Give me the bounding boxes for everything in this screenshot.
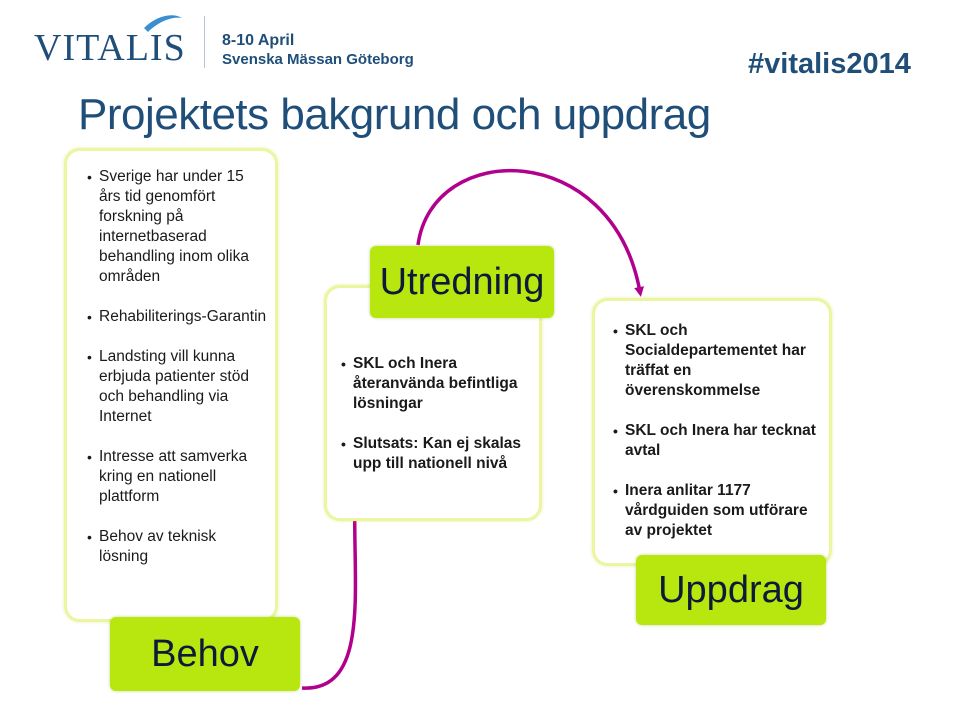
- list-item: • Inera anlitar 1177 vårdguiden som utförare av projektet: [613, 481, 825, 541]
- event-date: 8-10 April: [222, 32, 295, 49]
- arrow-behov-to-utredning-icon: [302, 495, 355, 688]
- logo-text: VITALIS: [34, 27, 186, 69]
- list-item: • SKL och Inera återanvända befintliga lösningar: [341, 354, 533, 414]
- vitalis-logo: [32, 14, 192, 72]
- utredning-bullet-list: [341, 354, 533, 474]
- uppdrag-label: Uppdrag: [636, 555, 826, 625]
- utredning-label: Utredning: [370, 246, 554, 318]
- list-item: • Intresse att samverka kring en nationell plattform: [87, 447, 267, 507]
- list-item: • Behov av teknisk lösning: [87, 527, 267, 567]
- list-item: • Slutsats: Kan ej skalas upp till nationell nivå: [341, 434, 533, 474]
- page-title: Projektets bakgrund och uppdrag: [78, 90, 711, 139]
- event-place: Svenska Mässan Göteborg: [222, 51, 414, 68]
- uppdrag-box: [592, 298, 832, 566]
- behov-bullet-list: [87, 167, 267, 567]
- behov-box: [64, 148, 278, 622]
- uppdrag-bullet-list: [613, 321, 825, 541]
- list-item: • Landsting vill kunna erbjuda patienter stöd och behandling via Internet: [87, 347, 267, 427]
- utredning-box: [324, 285, 542, 521]
- hashtag: #vitalis2014: [748, 48, 911, 80]
- header-divider: [204, 16, 205, 68]
- list-item: • SKL och Socialdepartementet har träffat en överenskommelse: [613, 321, 825, 401]
- list-item: • Rehabiliterings-Garantin: [87, 307, 267, 327]
- list-item: • SKL och Inera har tecknat avtal: [613, 421, 825, 461]
- list-item: • Sverige har under 15 års tid genomfört forskning på internetbaserad behandling inom olika områden: [87, 167, 267, 287]
- behov-label: Behov: [110, 617, 300, 691]
